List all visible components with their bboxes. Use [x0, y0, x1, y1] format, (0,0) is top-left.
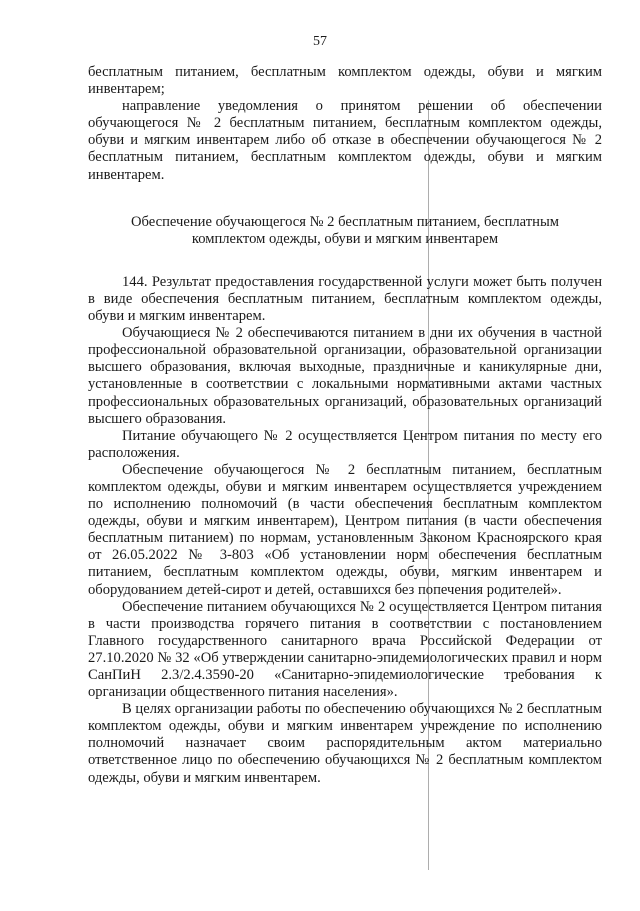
paragraph-hot-meals: Обеспечение питанием обучающихся № 2 осуществляется Центром питания в части производства горячего питания в соответствии с постановлением Главного государственного санитарного врача Российской Федерации от 27.10.2020 № 32 «Об утверждении санитарно-эпидемиологических правил и норм СанПиН 2.3/2.4.3590-20 «Санитарно-эпидемиологические требования к организации общественного питания населения».: [88, 598, 602, 701]
paragraph-provision-norms: Обеспечение обучающегося № 2 бесплатным питанием, бесплатным комплектом одежды, обуви и мягким инвентарем осуществляется учреждением по исполнению полномочий (в части обеспечения бесплатным комплектом одежды, обуви и мягким инвентарем), Центром питания (в части обеспечения бесплатным питанием) по нормам, установленным Законом Красноярского края от 26.05.2022 № 3-803 «Об установлении норм обеспечения бесплатным питанием, бесплатным комплектом одежды, обуви, мягким инвентарем и оборудованием детей-сирот и детей, оставшихся без попечения родителей».: [88, 461, 602, 598]
paragraph-notification: направление уведомления о принятом решении об обеспечении обучающегося № 2 бесплатным питанием, бесплатным комплектом одежды, обуви и мягким инвентарем либо об отказе в обеспечении обучающегося № 2 бесплатным питанием, бесплатным комплектом одежды, обуви и мягким инвентарем.: [88, 98, 602, 183]
document-body: [88, 64, 602, 787]
paragraph-meal-location: Питание обучающего № 2 осуществляется Центром питания по месту его расположения.: [88, 427, 602, 461]
paragraph-meal-days: Обучающиеся № 2 обеспечиваются питанием в дни их обучения в частной профессиональной образовательной организации, образовательной организации высшего образования, включая выходные, праздничные и каникулярные дни, установленные в соответствии с локальными нормативными актами частных профессиональных образовательных организаций, образовательных организаций высшего образования.: [88, 325, 602, 427]
paragraph-list-item-end: бесплатным питанием, бесплатным комплектом одежды, обуви и мягким инвентарем;: [88, 64, 602, 98]
paragraph-responsible-person: В целях организации работы по обеспечению обучающихся № 2 бесплатным комплектом одежды, обуви и мягким инвентарем учреждение по исполнению полномочий назначает своим распорядительным актом материально ответственное лицо по обеспечению обучающихся № 2 бесплатным комплектом одежды, обуви и мягким инвентарем.: [88, 701, 602, 786]
section-heading: Обеспечение обучающегося № 2 бесплатным питанием, бесплатным комплектом одежды, обуви и мягким инвентарем: [131, 213, 559, 247]
paragraph-144: 144. Результат предоставления государственной услуги может быть получен в виде обеспечения бесплатным питанием, бесплатным комплектом одежды, обуви и мягким инвентарем.: [88, 273, 602, 325]
page-number: 57: [313, 34, 327, 49]
